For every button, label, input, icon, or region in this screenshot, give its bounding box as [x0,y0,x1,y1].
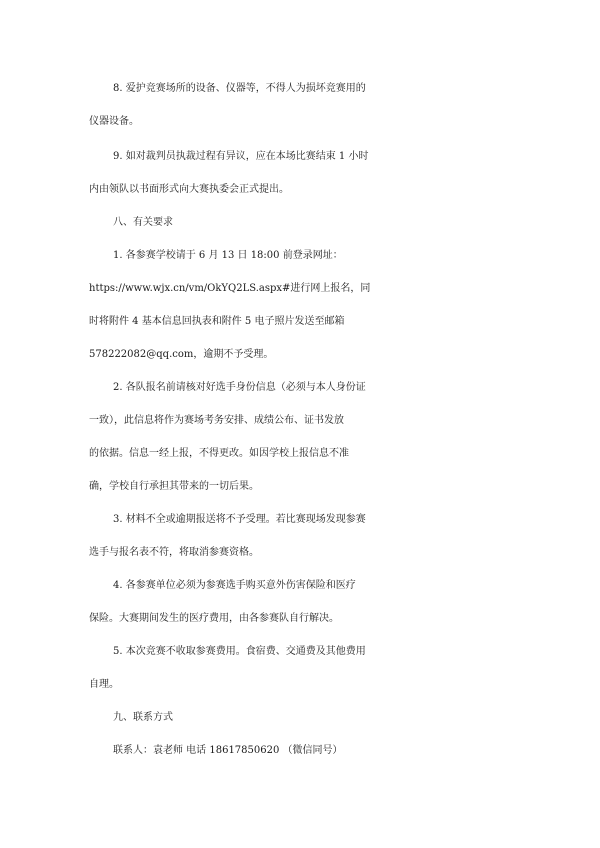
section-9-heading: 九、联系方式 [113,712,173,723]
req-5-line-2: 自理。 [89,679,119,690]
req-1-email-line: 578222082@qq.com，逾期不予受理。 [89,349,274,360]
req-2-line-3: 的依据。信息一经上报，不得更改。如因学校上报信息不准 [89,448,349,459]
rule-9-line-2: 内由领队以书面形式向大赛执委会正式提出。 [89,184,289,195]
req-1-line-1: 1. 各参赛学校请于 6 月 13 日 18:00 前登录网址： [113,250,343,261]
rule-9-line-1: 9. 如对裁判员执裁过程有异议，应在本场比赛结束 1 小时 [113,151,369,162]
req-4-line-2: 保险。大赛期间发生的医疗费用，由各参赛队自行解决。 [89,613,339,624]
req-1-url-line: https://www.wjx.cn/vm/OkYQ2LS.aspx#进行网上报名，同 [89,283,371,294]
req-4-line-1: 4. 各参赛单位必须为参赛选手购买意外伤害保险和医疗 [113,580,356,591]
req-1-line-3: 时将附件 4 基本信息回执表和附件 5 电子照片发送至邮箱 [89,316,345,327]
req-3-line-1: 3. 材料不全或逾期报送将不予受理。若比赛现场发现参赛 [113,514,366,525]
req-2-line-4: 确，学校自行承担其带来的一切后果。 [89,481,259,492]
req-2-line-2: 一致），此信息将作为赛场考务安排、成绩公布、证书发放 [89,415,344,426]
rule-8-line-1: 8. 爱护竞赛场所的设备、仪器等，不得人为损坏竞赛用的 [113,83,366,94]
section-8-heading: 八、有关要求 [113,217,173,228]
rule-8-line-2: 仪器设备。 [89,116,139,127]
contact-line: 联系人：袁老师 电话 18617850620 （微信同号） [113,745,343,756]
req-5-line-1: 5. 本次竞赛不收取参赛费用。食宿费、交通费及其他费用 [113,646,366,657]
req-2-line-1: 2. 各队报名前请核对好选手身份信息（必须与本人身份证 [113,382,366,393]
req-3-line-2: 选手与报名表不符，将取消参赛资格。 [89,547,259,558]
